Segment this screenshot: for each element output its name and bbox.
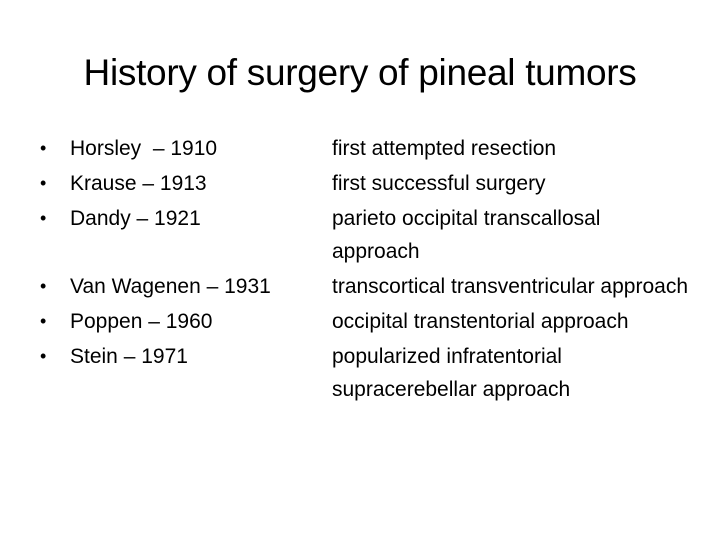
history-list (40, 132, 700, 408)
list-item (40, 132, 700, 165)
list-item (40, 270, 700, 303)
list-item (40, 340, 700, 406)
milestone-description: occipital transtentorial approach (332, 310, 629, 333)
milestone-description: transcortical transventricular approach (332, 275, 688, 298)
surgeon-year: Krause – 1913 (70, 172, 207, 195)
surgeon-year: Stein – 1971 (70, 345, 188, 368)
surgeon-year: Horsley – 1910 (70, 137, 218, 160)
milestone-description: first successful surgery (332, 172, 546, 195)
list-item (40, 167, 700, 200)
slide-title: History of surgery of pineal tumors (83, 52, 637, 93)
bullet-icon: • (40, 208, 47, 228)
surgeon-year: Van Wagenen – 1931 (70, 275, 271, 298)
milestone-description: parieto occipital transcallosal approach (332, 207, 601, 263)
bullet-icon: • (40, 173, 47, 193)
bullet-icon: • (40, 138, 47, 158)
bullet-icon: • (40, 276, 47, 296)
list-item (40, 202, 700, 268)
bullet-icon: • (40, 311, 47, 331)
milestone-description: popularized infratentorial supracerebellar approach (332, 345, 571, 401)
list-item (40, 305, 700, 338)
surgeon-year: Poppen – 1960 (70, 310, 213, 333)
bullet-icon: • (40, 346, 47, 366)
surgeon-year: Dandy – 1921 (70, 207, 201, 230)
milestone-description: first attempted resection (332, 137, 557, 160)
